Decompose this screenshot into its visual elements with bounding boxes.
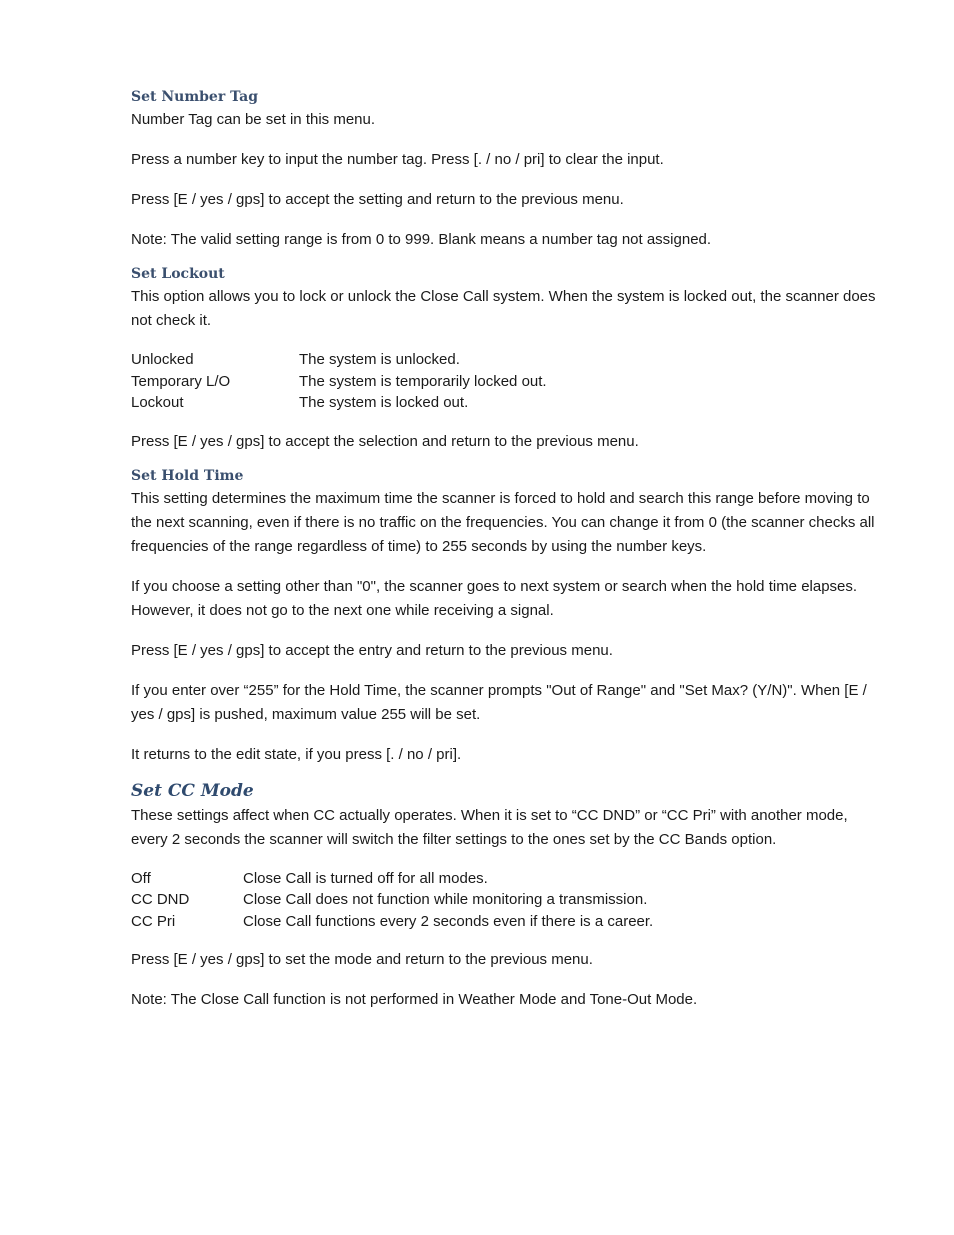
paragraph: It returns to the edit state, if you press [. / no / pri]. [131,745,462,763]
paragraph: Press [E / yes / gps] to accept the setting and return to the previous menu. [131,191,624,208]
paragraph: If you enter over “255” for the Hold Time, the scanner prompts "Out of Range" and "Set Max? (Y/N)". When [E / yes / gps] is pushed, maximum value 255 will be set. [131,681,867,723]
paragraph: If you choose a setting other than "0", the scanner goes to next system or search when the hold time elapses. However, it does not go to the next one while receiving a signal. [131,577,858,619]
heading-set-lockout: Set Lockout [131,266,225,282]
option-term: CC Pri [131,912,176,930]
option-term: Temporary L/O [131,372,231,390]
option-description: The system is unlocked. [299,351,460,368]
paragraph: Press [E / yes / gps] to accept the entry and return to the previous menu. [131,641,613,659]
lockout-options-table [131,349,876,414]
option-term: Unlocked [131,351,194,368]
paragraph: Press a number key to input the number tag. Press [. / no / pri] to clear the input. [131,151,664,168]
table-row [131,889,876,911]
option-term: Off [131,869,151,887]
paragraph: These settings affect when CC actually operates. When it is set to “CC DND” or “CC Pri” with another mode, every 2 seconds the scanner will switch the filter settings to the ones set by the CC Bands option. [131,806,848,848]
note-paragraph: Note: The Close Call function is not performed in Weather Mode and Tone-Out Mode. [131,991,698,1008]
table-row [131,392,876,414]
paragraph: Press [E / yes / gps] to accept the selection and return to the previous menu. [131,432,639,450]
table-row [131,349,876,371]
option-term: Lockout [131,394,184,411]
option-description: Close Call functions every 2 seconds even if there is a career. [243,912,654,930]
heading-set-number-tag: Set Number Tag [131,89,259,105]
option-description: The system is temporarily locked out. [299,372,547,390]
table-row [131,868,876,890]
paragraph: Press [E / yes / gps] to set the mode and return to the previous menu. [131,951,593,968]
table-row [131,911,876,933]
heading-set-cc-mode: Set CC Mode [131,780,254,801]
option-description: Close Call does not function while monitoring a transmission. [243,891,648,908]
cc-mode-options-table [131,868,876,933]
option-description: The system is locked out. [299,394,469,411]
heading-set-hold-time: Set Hold Time [131,467,244,484]
option-term: CC DND [131,891,190,908]
document-page [131,86,876,1012]
paragraph: This setting determines the maximum time the scanner is forced to hold and search this range before moving to the next scanning, even if there is no traffic on the frequencies. You can change it from 0 (the scanner checks all frequencies of the range regardless of time) to 255 seconds by using the number keys. [131,489,875,555]
option-description: Close Call is turned off for all modes. [243,869,488,887]
paragraph: This option allows you to lock or unlock the Close Call system. When the system is locked out, the scanner does not check it. [131,288,876,329]
paragraph: Number Tag can be set in this menu. [131,111,376,128]
table-row [131,371,876,393]
note-paragraph: Note: The valid setting range is from 0 to 999. Blank means a number tag not assigned. [131,231,712,248]
